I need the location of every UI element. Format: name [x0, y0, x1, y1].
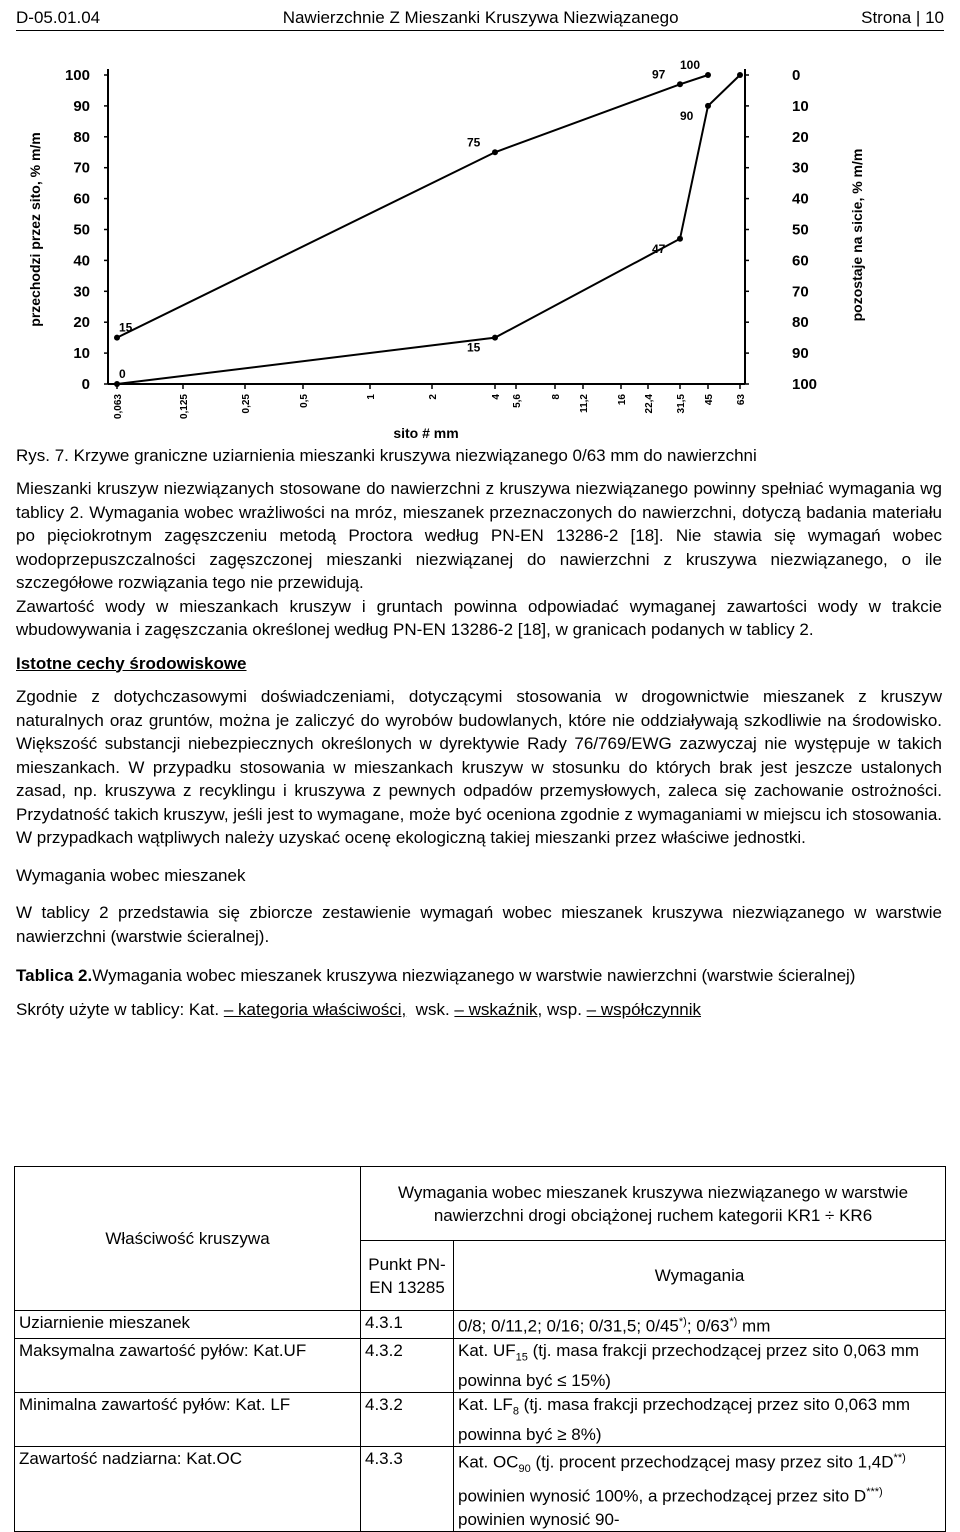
- body-text: [16, 477, 942, 1021]
- x-tick-label: 0,5: [299, 394, 310, 408]
- y-tick-label-left: 100: [64, 67, 90, 84]
- x-tick-label: 2: [428, 394, 439, 400]
- x-tick-label: 63: [736, 394, 747, 406]
- series-point: [677, 236, 683, 242]
- y-tick-label-left: 10: [73, 345, 90, 363]
- y-tick-label-right: 90: [792, 345, 809, 363]
- page-number: Strona | 10: [861, 8, 944, 27]
- abbr-mid1: wsk.: [406, 999, 455, 1019]
- series-line-1: [117, 75, 708, 338]
- y-axis-label-left: przechodzi przez sito, % m/m: [27, 132, 43, 327]
- y-tick-label-left: 90: [73, 97, 90, 115]
- y-tick-label-right: 80: [792, 314, 809, 332]
- x-tick-label: 0,125: [179, 394, 190, 420]
- series-line-2: [117, 75, 740, 384]
- x-tick-label: 8: [551, 394, 562, 400]
- data-label: 90: [680, 108, 694, 123]
- y-tick-label-left: 60: [73, 190, 90, 208]
- y-tick-label-right: 70: [792, 283, 809, 301]
- y-tick-label-left: 70: [73, 159, 90, 177]
- section-heading: Istotne cechy środowiskowe: [16, 653, 247, 673]
- y-tick-label-right: 20: [792, 128, 809, 146]
- paragraph-environment: Zgodnie z dotychczasowymi doświadczeniami, dotyczącymi stosowania w drogownictwie mieszanek z kruszyw naturalnych oraz gruntów, można je zaliczyć do wyrobów budowlanych, które nie oddziaływają szkodliwie na środowisko. Większość substancji niebezpiecznych określonych w dyrektywie Rady 76/769/EWG zazwyczaj nie występuje w takich mieszankach. W przypadku stosowania w mieszankach kruszyw w stosunku do których brak jest jeszcze ustalonych zasad, np. kruszywa z recyklingu i kruszywa z pewnych odpadów przemysłowych, zaleca się zachowanie ostrożności. Przydatność takich kruszyw, jeśli jest to wymagane, może być oceniona zgodnie z wymaganiami w miejscu ich stosowania. W przypadkach wątpliwych należy uzyskać ocenę ekologiczną takiej mieszanki przez właściwe jednostki.: [16, 687, 942, 847]
- cell-property: Uziarnienie mieszanek: [15, 1311, 361, 1339]
- abbr-prefix: Skróty użyte w tablicy: Kat.: [16, 999, 224, 1019]
- series-point: [114, 381, 120, 387]
- cell-property: Zawartość nadziarna: Kat.OC: [15, 1447, 361, 1532]
- y-tick-label-left: 40: [73, 252, 90, 270]
- x-tick-label: 5,6: [512, 394, 523, 408]
- y-tick-label-right: 30: [792, 159, 809, 177]
- abbr-wsk: – wskaźnik,: [454, 999, 543, 1019]
- y-tick-label-left: 80: [73, 128, 90, 146]
- x-tick-label: 45: [704, 394, 715, 406]
- cell-requirement: Kat. $OC_{90}$ (tj. procent przechodzącej masy przez sito 1,4D**) powinien wynosić 100%, a przechodzącej przez sito D***) powinien wynosić 90-: [454, 1447, 946, 1532]
- series-point: [705, 72, 711, 78]
- data-label: 15: [467, 340, 481, 355]
- table-caption-text: Wymagania wobec mieszanek kruszywa niezwiązanego w warstwie nawierzchni (warstwie ścieralnej): [92, 966, 856, 985]
- x-tick-label: 16: [617, 394, 628, 406]
- header-point: Punkt PN-EN 13285: [361, 1241, 454, 1311]
- data-label: 0: [119, 367, 126, 381]
- series-point: [492, 335, 498, 341]
- y-tick-label-left: 20: [73, 314, 90, 332]
- paragraph-mix-requirements-title: Wymagania wobec mieszanek: [16, 865, 246, 885]
- cell-requirement: Kat. $UF_{15}$ (tj. masa frakcji przechodzącej przez sito 0,063 mm powinna być ≤ 15%): [454, 1338, 946, 1392]
- y-tick-label-left: 0: [81, 376, 90, 393]
- abbr-kat: – kategoria właściwości,: [223, 999, 407, 1019]
- data-label: 97: [652, 67, 666, 82]
- x-tick-label: 4: [491, 394, 502, 400]
- cell-property: Minimalna zawartość pyłów: Kat. LF: [15, 1393, 361, 1447]
- requirements-table: [14, 1166, 946, 1532]
- y-tick-label-right: 0: [792, 67, 801, 84]
- x-tick-label: 11,2: [579, 394, 590, 413]
- abbr-mid2: wsp.: [542, 999, 587, 1019]
- series-point: [492, 149, 498, 155]
- y-tick-label-right: 50: [792, 221, 809, 239]
- cell-point: 4.3.2: [361, 1338, 454, 1392]
- document-title: Nawierzchnie Z Mieszanki Kruszywa Niezwiązanego: [282, 8, 679, 27]
- series-point: [677, 81, 683, 87]
- x-axis-label: sito # mm: [393, 425, 459, 441]
- table-caption-number: Tablica 2.: [16, 966, 93, 985]
- y-axis-label-right: pozostaje na sicie, % m/m: [849, 148, 865, 322]
- data-label: 75: [467, 135, 481, 150]
- cell-point: 4.3.3: [361, 1447, 454, 1532]
- cell-point: 4.3.2: [361, 1393, 454, 1447]
- table-row: [15, 1338, 946, 1392]
- y-tick-label-right: 40: [792, 190, 809, 208]
- table-row: [15, 1447, 946, 1532]
- x-tick-label: 0,063: [113, 394, 124, 420]
- y-tick-label-right: 10: [792, 97, 809, 115]
- header-requirements: Wymagania: [454, 1241, 946, 1311]
- data-label: 100: [680, 58, 701, 72]
- table-caption: [16, 964, 942, 988]
- x-tick-label: 22,4: [644, 394, 655, 414]
- cell-requirement: 0/8; 0/11,2; 0/16; 0/31,5; 0/45*); 0/63*) mm: [454, 1311, 946, 1339]
- series-point: [705, 103, 711, 109]
- paragraph-table-intro: W tablicy 2 przedstawia się zbiorcze zestawienie wymagań wobec mieszanek kruszywa niezwiązanego w warstwie nawierzchni (warstwie ścieralnej).: [16, 903, 942, 946]
- cell-property: Maksymalna zawartość pyłów: Kat.UF: [15, 1338, 361, 1392]
- cell-requirement: Kat. $LF_8$ (tj. masa frakcji przechodzącej przez sito 0,063 mm powinna być ≥ 8%): [454, 1393, 946, 1447]
- x-tick-label: 0,25: [241, 394, 252, 414]
- table-row: [15, 1311, 946, 1339]
- header-property: Właściwość kruszywa: [15, 1167, 361, 1311]
- x-tick-label: 31,5: [676, 394, 687, 414]
- y-tick-label-left: 50: [73, 221, 90, 239]
- cell-point: 4.3.1: [361, 1311, 454, 1339]
- grading-chart: [0, 50, 960, 442]
- abbreviations: [16, 998, 942, 1022]
- header-group: Wymagania wobec mieszanek kruszywa niezwiązanego w warstwie nawierzchni drogi obciążonej ruchem kategorii KR1 ÷ KR6: [361, 1167, 946, 1241]
- grading-chart-svg: [0, 50, 960, 442]
- figure-caption: Rys. 7. Krzywe graniczne uziarnienia mieszanki kruszywa niezwiązanego 0/63 mm do nawierzchni: [16, 446, 757, 465]
- table-row: [15, 1393, 946, 1447]
- document-code: D-05.01.04: [16, 8, 101, 27]
- page-header: [16, 6, 944, 31]
- data-label: 47: [652, 241, 666, 256]
- abbr-wsp: – współczynnik: [586, 999, 701, 1019]
- series-point: [114, 335, 120, 341]
- series-point: [737, 72, 743, 78]
- data-label: 15: [119, 320, 133, 335]
- y-tick-label-left: 30: [73, 283, 90, 301]
- y-tick-label-right: 100: [792, 376, 818, 393]
- x-tick-label: 1: [366, 394, 377, 400]
- paragraph-requirements: Mieszanki kruszyw niezwiązanych stosowane do nawierzchni z kruszywa niezwiązanego powinny spełniać wymagania wg tablicy 2. Wymagania wobec wrażliwości na mróz, mieszanek przeznaczonych do nawierzchni, dotyczą badania materiału po pięciokrotnym zagęszczeniu metodą Proctora według PN-EN 13286-2 [18]. Nie stawia się wymagań wobec wodoprzepuszczalności zagęszczonej mieszanki niezwiązanej do nawierzchni z kruszywa niezwiązanego, o ile szczegółowe rozwiązania tego nie przewidują.: [16, 479, 942, 592]
- y-tick-label-right: 60: [792, 252, 809, 270]
- paragraph-water-content: Zawartość wody w mieszankach kruszyw i gruntach powinna odpowiadać wymaganej zawartości wody w trakcie wbudowywania i zagęszczania określonej według PN-EN 13286-2 [18], w granicach podanych w tablicy 2.: [16, 596, 942, 639]
